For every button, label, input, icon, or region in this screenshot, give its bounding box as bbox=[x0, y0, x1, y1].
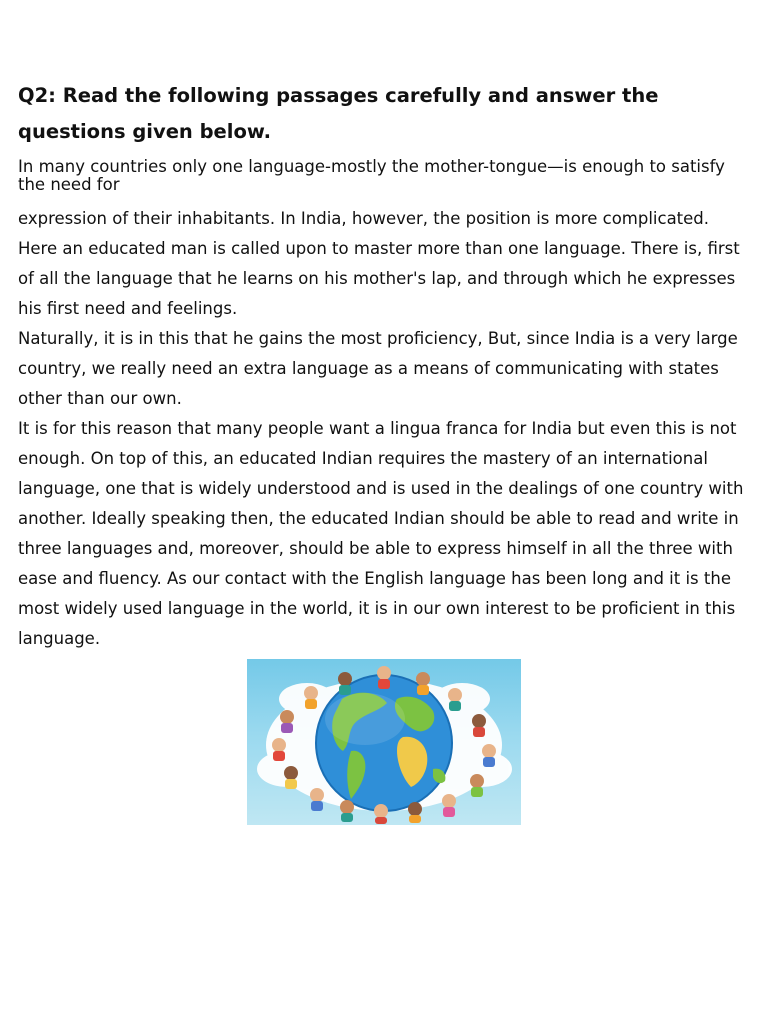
globe bbox=[316, 675, 452, 811]
globe-illustration-svg bbox=[247, 659, 521, 825]
passage-paragraph-3: It is for this reason that many people want a lingua franca for India but even this is not enough. On top of this, an educated Indian requires the mastery of an international language, one that is widely understood and is used in the dealings of one country with another. Ideally speaking then, the educated Indian should be able to read and write in three languages and, moreover, should be able to express himself in all the three with ease and fluency. As our contact with the English language has been long and it is the most widely used language in the world, it is in our own interest to be proficient in this language. bbox=[18, 419, 744, 648]
child-figure bbox=[304, 686, 318, 709]
child-figure bbox=[408, 802, 422, 823]
child-figure bbox=[374, 804, 388, 824]
child-figure bbox=[340, 800, 354, 822]
child-figure bbox=[416, 672, 430, 695]
question-heading: Q2: Read the following passages carefully and answer the questions given below. bbox=[18, 84, 659, 143]
child-figure bbox=[442, 794, 456, 817]
worksheet-page bbox=[18, 78, 748, 654]
child-figure bbox=[310, 788, 324, 811]
child-figure bbox=[377, 666, 391, 689]
child-figure bbox=[482, 744, 496, 767]
child-figure bbox=[472, 714, 486, 737]
child-figure bbox=[280, 710, 294, 733]
passage-paragraph-1: expression of their inhabitants. In India, however, the position is more complicated. Here an educated man is called upon to master more than one language. There is, first of all the language that he learns on his mother's lap, and through which he expresses his first need and feelings. bbox=[18, 209, 740, 318]
passage-paragraph-2: Naturally, it is in this that he gains the most proficiency, But, since India is a very large country, we really need an extra language as a means of communicating with states other than our own. bbox=[18, 329, 738, 408]
child-figure bbox=[272, 738, 286, 761]
child-figure bbox=[448, 688, 462, 711]
child-figure bbox=[338, 672, 352, 695]
child-figure bbox=[470, 774, 484, 797]
children-around-globe-illustration bbox=[247, 659, 521, 825]
child-figure bbox=[284, 766, 298, 789]
passage-intro: In many countries only one language-mostly the mother-tongue—is enough to satisfy the need for bbox=[18, 157, 725, 194]
